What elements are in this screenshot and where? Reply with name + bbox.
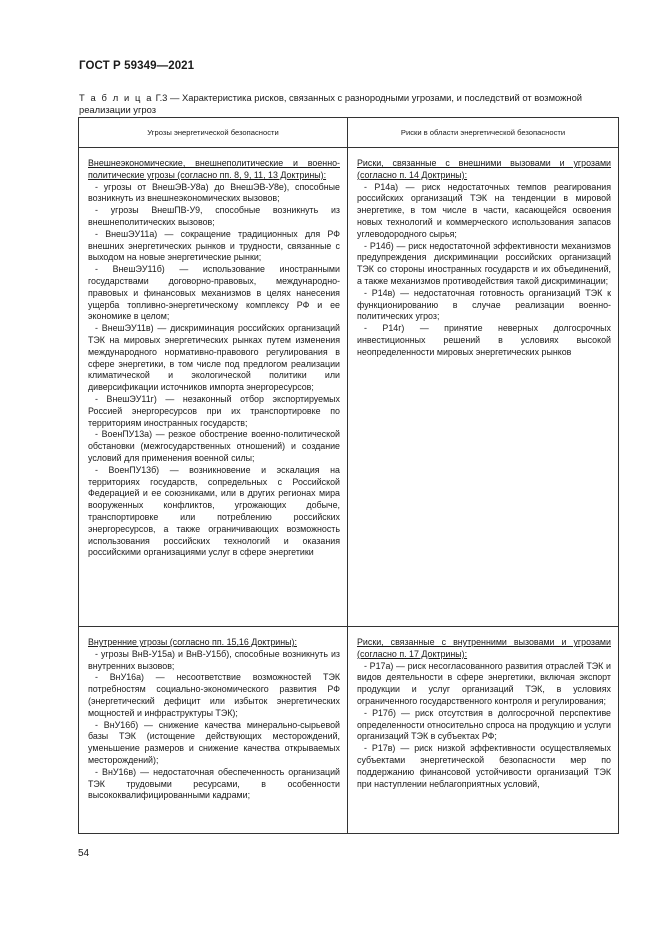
threat-item: - ВнешЭУ11б) — использование иностранными государствами договорно-правовых, международно-правовых и финансовых механизмов в целях нанесения ущерба топливно-энергетическому комплексу РФ и ее экономике в целом; bbox=[88, 264, 340, 322]
threat-item: - ВнУ16в) — недостаточная обеспеченность организаций ТЭК трудовыми ресурсами, в особенности высококвалифицированными кадрами; bbox=[88, 766, 340, 801]
document-code: ГОСТ Р 59349—2021 bbox=[79, 60, 195, 72]
threat-item: - ВоенПУ13б) — возникновение и эскалация на территориях государств, сопредельных с Российской Федерацией и ее союзниками, или в других регионах мира вооруженных конфликтов, угрожающих добыче, транспортировке или потреблению российских энергоресурсов, а также ограничивающих возможность использования российских технологий и оказания российскими организациями услуг в сфере энергетики bbox=[88, 464, 340, 558]
threat-item: - угрозы ВнешПВ-У9, способные возникнуть из внешнеполитических вызовов; bbox=[88, 205, 340, 227]
risks-cell bbox=[348, 627, 619, 834]
risk-item: - Р17а) — риск несогласованного развития отраслей ТЭК и видов деятельности в сфере энергетики, включая экспорт продукции и услуг организаций ТЭК, в условиях ограниченного государственного контроля и регулирования; bbox=[357, 660, 611, 706]
risk-item: - Р14г) — принятие неверных долгосрочных инвестиционных решений в условиях высокой неопределенности мировых энергетических рынков bbox=[357, 323, 611, 357]
threat-item: - ВоенПУ13а) — резкое обострение военно-политической обстановки (межгосударственных отношений) и создание условий для применения военной силы; bbox=[88, 429, 340, 463]
threats-group-heading: Внутренние угрозы (согласно пп. 15,16 Доктрины): bbox=[88, 637, 297, 647]
column-header-risks: Риски в области энергетической безопасности bbox=[348, 118, 619, 148]
column-header-threats: Угрозы энергетической безопасности bbox=[79, 118, 348, 148]
risk-item: - Р17б) — риск отсутствия в долгосрочной перспективе определенности относительно спроса на продукцию и услуги организаций ТЭК в субъектах РФ; bbox=[357, 707, 611, 742]
threat-item: - ВнУ16а) — несоответствие возможностей ТЭК потребностям социально-экономического развития РФ (энергетический дефицит или избыток энергетических мощностей и инфраструктуры ТЭК); bbox=[88, 672, 340, 718]
risks-group-heading: Риски, связанные с внутренними вызовами и угрозами (согласно п. 17 Доктрины): bbox=[357, 637, 611, 659]
risk-item: - Р14в) — недостаточная готовность организаций ТЭК к функционированию в случае реализации военно-политических угроз; bbox=[357, 287, 611, 322]
threat-item: - ВнешЭУ11а) — сокращение традиционных для РФ внешних энергетических рынков и трудности, связанные с выходом на новые энергетические рынки; bbox=[88, 228, 340, 263]
table-caption bbox=[79, 92, 617, 116]
threat-item: - ВнешЭУ11г) — незаконный отбор экспортируемых Россией энергоресурсов при их транспортировке по территориям иностранных государств; bbox=[88, 393, 340, 428]
risks-group-heading: Риски, связанные с внешними вызовами и угрозами (согласно п. 14 Доктрины): bbox=[357, 158, 611, 180]
risk-item: - Р17в) — риск низкой эффективности осуществляемых субъектами энергетической безопасности мер по поддержанию финансовой устойчивости организаций ТЭК при наступлении неблагоприятных условий, bbox=[357, 743, 611, 789]
threats-cell bbox=[79, 627, 348, 834]
risk-item: - Р14б) — риск недостаточной эффективности механизмов предупреждения дискриминации российских организаций ТЭК со стороны иностранных государств и их объединений, а также механизмов противодействия такой дискриминации; bbox=[357, 240, 611, 286]
table-caption-label: Т а б л и ц а bbox=[79, 92, 154, 103]
table-row bbox=[79, 627, 619, 834]
page-number: 54 bbox=[78, 848, 90, 859]
table-row bbox=[79, 148, 619, 627]
table-caption-text: Г.3 — Характеристика рисков, связанных с разнородными угрозами, и последствий от возможной реализации угроз bbox=[79, 92, 583, 115]
threats-group-heading: Внешнеэкономические, внешнеполитические и военно-политические угрозы (согласно пп. 8, 9, 11, 13 Доктрины): bbox=[88, 158, 340, 180]
threat-item: - ВнУ16б) — снижение качества минерально-сырьевой базы ТЭК (истощение действующих месторождений, уменьшение размеров и снижение качества открываемых месторождений); bbox=[88, 719, 340, 765]
threat-item: - угрозы ВнВ-У15а) и ВнВ-У15б), способные возникнуть из внутренних вызовов; bbox=[88, 648, 340, 671]
threats-cell bbox=[79, 148, 348, 627]
risks-cell bbox=[348, 148, 619, 627]
threat-item: - угрозы от ВнешЭВ-У8а) до ВнешЭВ-У8е), способные возникнуть из внешнеэкономических вызовов; bbox=[88, 181, 340, 204]
risks-table bbox=[78, 117, 619, 834]
threat-item: - ВнешЭУ11в) — дискриминация российских организаций ТЭК на мировых энергетических рынках путем изменения международного нормативно-правового регулирования в сфере энергетики, в том числе под предлогом реализации климатической и экологической политики или диверсификации источников импорта энергоресурсов; bbox=[88, 323, 340, 393]
risk-item: - Р14а) — риск недостаточных темпов реагирования российских организаций ТЭК на тенденции в мировой энергетике, в том числе в части, касающейся освоения новых технологий и коммерческого использования запасов углеводородного сырья; bbox=[357, 181, 611, 239]
table-header-row bbox=[79, 118, 619, 148]
